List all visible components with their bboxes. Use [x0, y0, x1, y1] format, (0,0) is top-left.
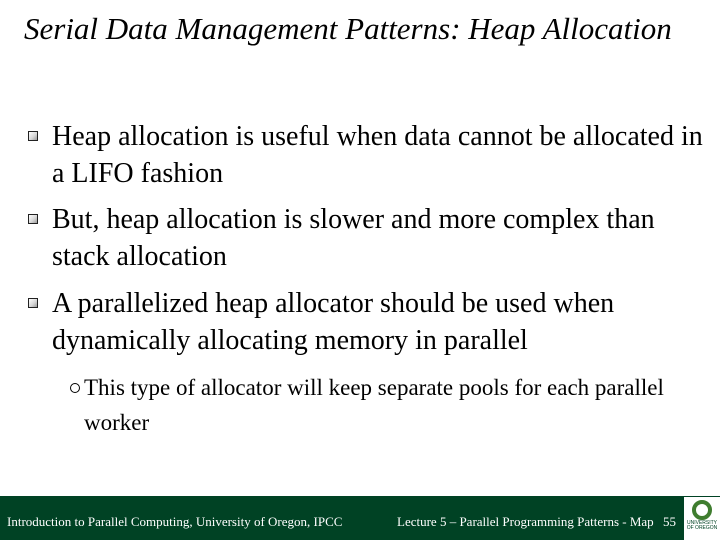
bullet-text: A parallelized heap allocator should be used when dynamically allocating memory in parallel — [52, 288, 615, 356]
footer-course-title: Introduction to Parallel Computing, University of Oregon, IPCC — [7, 514, 343, 529]
square-bullet-icon — [28, 131, 38, 141]
university-of-oregon-logo-icon — [684, 497, 720, 540]
page-number: 55 — [663, 514, 676, 529]
slide-title: Serial Data Management Patterns: Heap Allocation — [24, 11, 672, 46]
footer-bar — [0, 496, 720, 540]
square-bullet-icon — [28, 298, 38, 308]
oregon-o-icon — [692, 500, 712, 520]
footer-lecture-title: Lecture 5 – Parallel Programming Patterns - Map — [397, 514, 654, 529]
bullet-text: But, heap allocation is slower and more complex than stack allocation — [52, 204, 655, 272]
circle-bullet-icon — [70, 383, 80, 393]
square-bullet-icon — [28, 214, 38, 224]
logo-text: UNIVERSITY OF OREGON — [686, 520, 718, 531]
bullet-text: Heap allocation is useful when data cannot be allocated in a LIFO fashion — [52, 121, 703, 189]
sub-bullet-text: This type of allocator will keep separate pools for each parallel worker — [84, 375, 664, 435]
